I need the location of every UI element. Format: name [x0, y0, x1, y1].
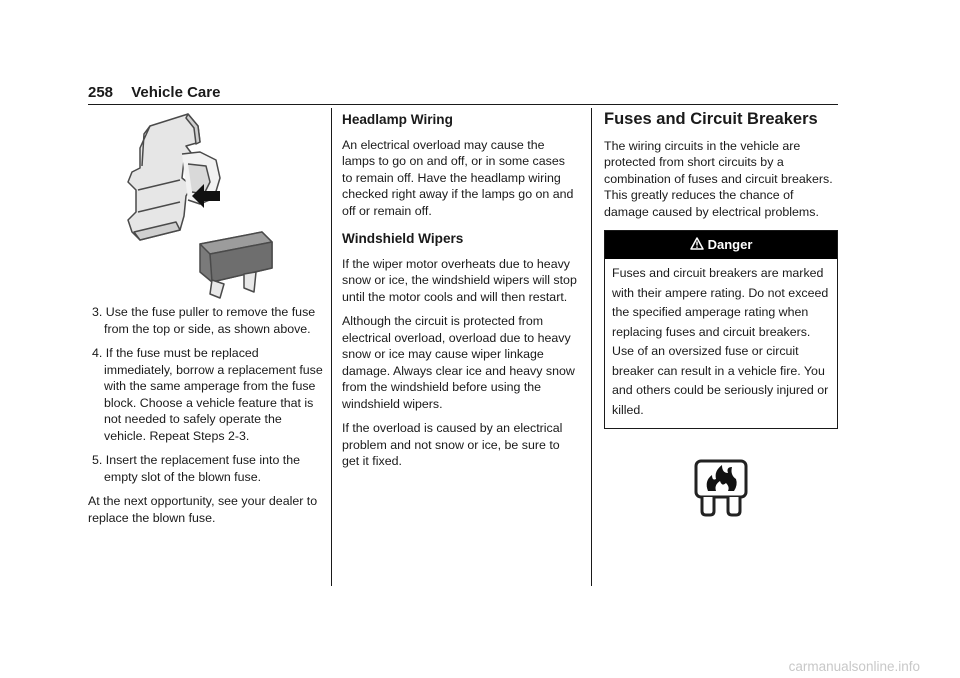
section-title: Vehicle Care: [131, 84, 221, 101]
fuse-fire-warning-icon: [604, 445, 840, 523]
column-3: [604, 108, 840, 523]
fuses-intro: The wiring circuits in the vehicle are protected from short circuits by a combination of fuses and circuit breakers. This greatly reduces the chance of damage caused by electrical problems.: [604, 138, 833, 219]
fuse-puller-illustration: [88, 108, 324, 304]
column-1: [88, 108, 324, 534]
page-number: 258: [88, 84, 114, 101]
warning-icon: [690, 237, 704, 250]
watermark: carmanualsonline.info: [788, 659, 920, 674]
step-list: [88, 304, 324, 485]
page-header: [88, 84, 220, 101]
headlamp-paragraph: An electrical overload may cause the lamps to go on and off, or in some cases to remain off. Have the headlamp wiring checked right away if the lamps go on and off or remain off.: [342, 137, 574, 218]
column-divider-2: [591, 108, 592, 586]
column-divider-1: [331, 108, 332, 586]
step-5: 5. Insert the replacement fuse into the empty slot of the blown fuse.: [92, 453, 301, 484]
closing-paragraph: At the next opportunity, see your dealer to replace the blown fuse.: [88, 494, 318, 525]
column-2: [342, 108, 578, 478]
step-3: 3. Use the fuse puller to remove the fuse from the top or side, as shown above.: [92, 305, 316, 336]
headlamp-heading: Headlamp Wiring: [342, 112, 453, 127]
danger-box: [604, 230, 838, 429]
fuses-heading: Fuses and Circuit Breakers: [604, 110, 818, 128]
wipers-paragraph-1: If the wiper motor overheats due to heavy snow or ice, the windshield wipers will stop until the motor cools and will then restart.: [342, 256, 577, 304]
header-rule: [88, 104, 838, 105]
wipers-heading: Windshield Wipers: [342, 231, 464, 246]
wipers-paragraph-3: If the overload is caused by an electrical problem and not snow or ice, be sure to get it fixed.: [342, 421, 563, 468]
step-4: 4. If the fuse must be replaced immediately, borrow a replacement fuse with the same amperage from the fuse block. Choose a vehicle feature that is not needed to safely operate the vehicle. Repeat Steps 2-3.: [92, 346, 323, 443]
danger-header: [605, 231, 837, 259]
danger-label: Danger: [707, 237, 753, 252]
wipers-paragraph-2: Although the circuit is protected from electrical overload, overload due to heavy snow or ice may cause wiper linkage damage. Always clear ice and heavy snow from the windshield before using the windshield wipers.: [342, 314, 575, 411]
danger-text: Fuses and circuit breakers are marked with their ampere rating. Do not exceed the specified amperage rating when replacing fuses and circuit breakers. Use of an oversized fuse or circuit breaker can result in a vehicle fire. You and others could be seriously injured or killed.: [612, 266, 829, 417]
